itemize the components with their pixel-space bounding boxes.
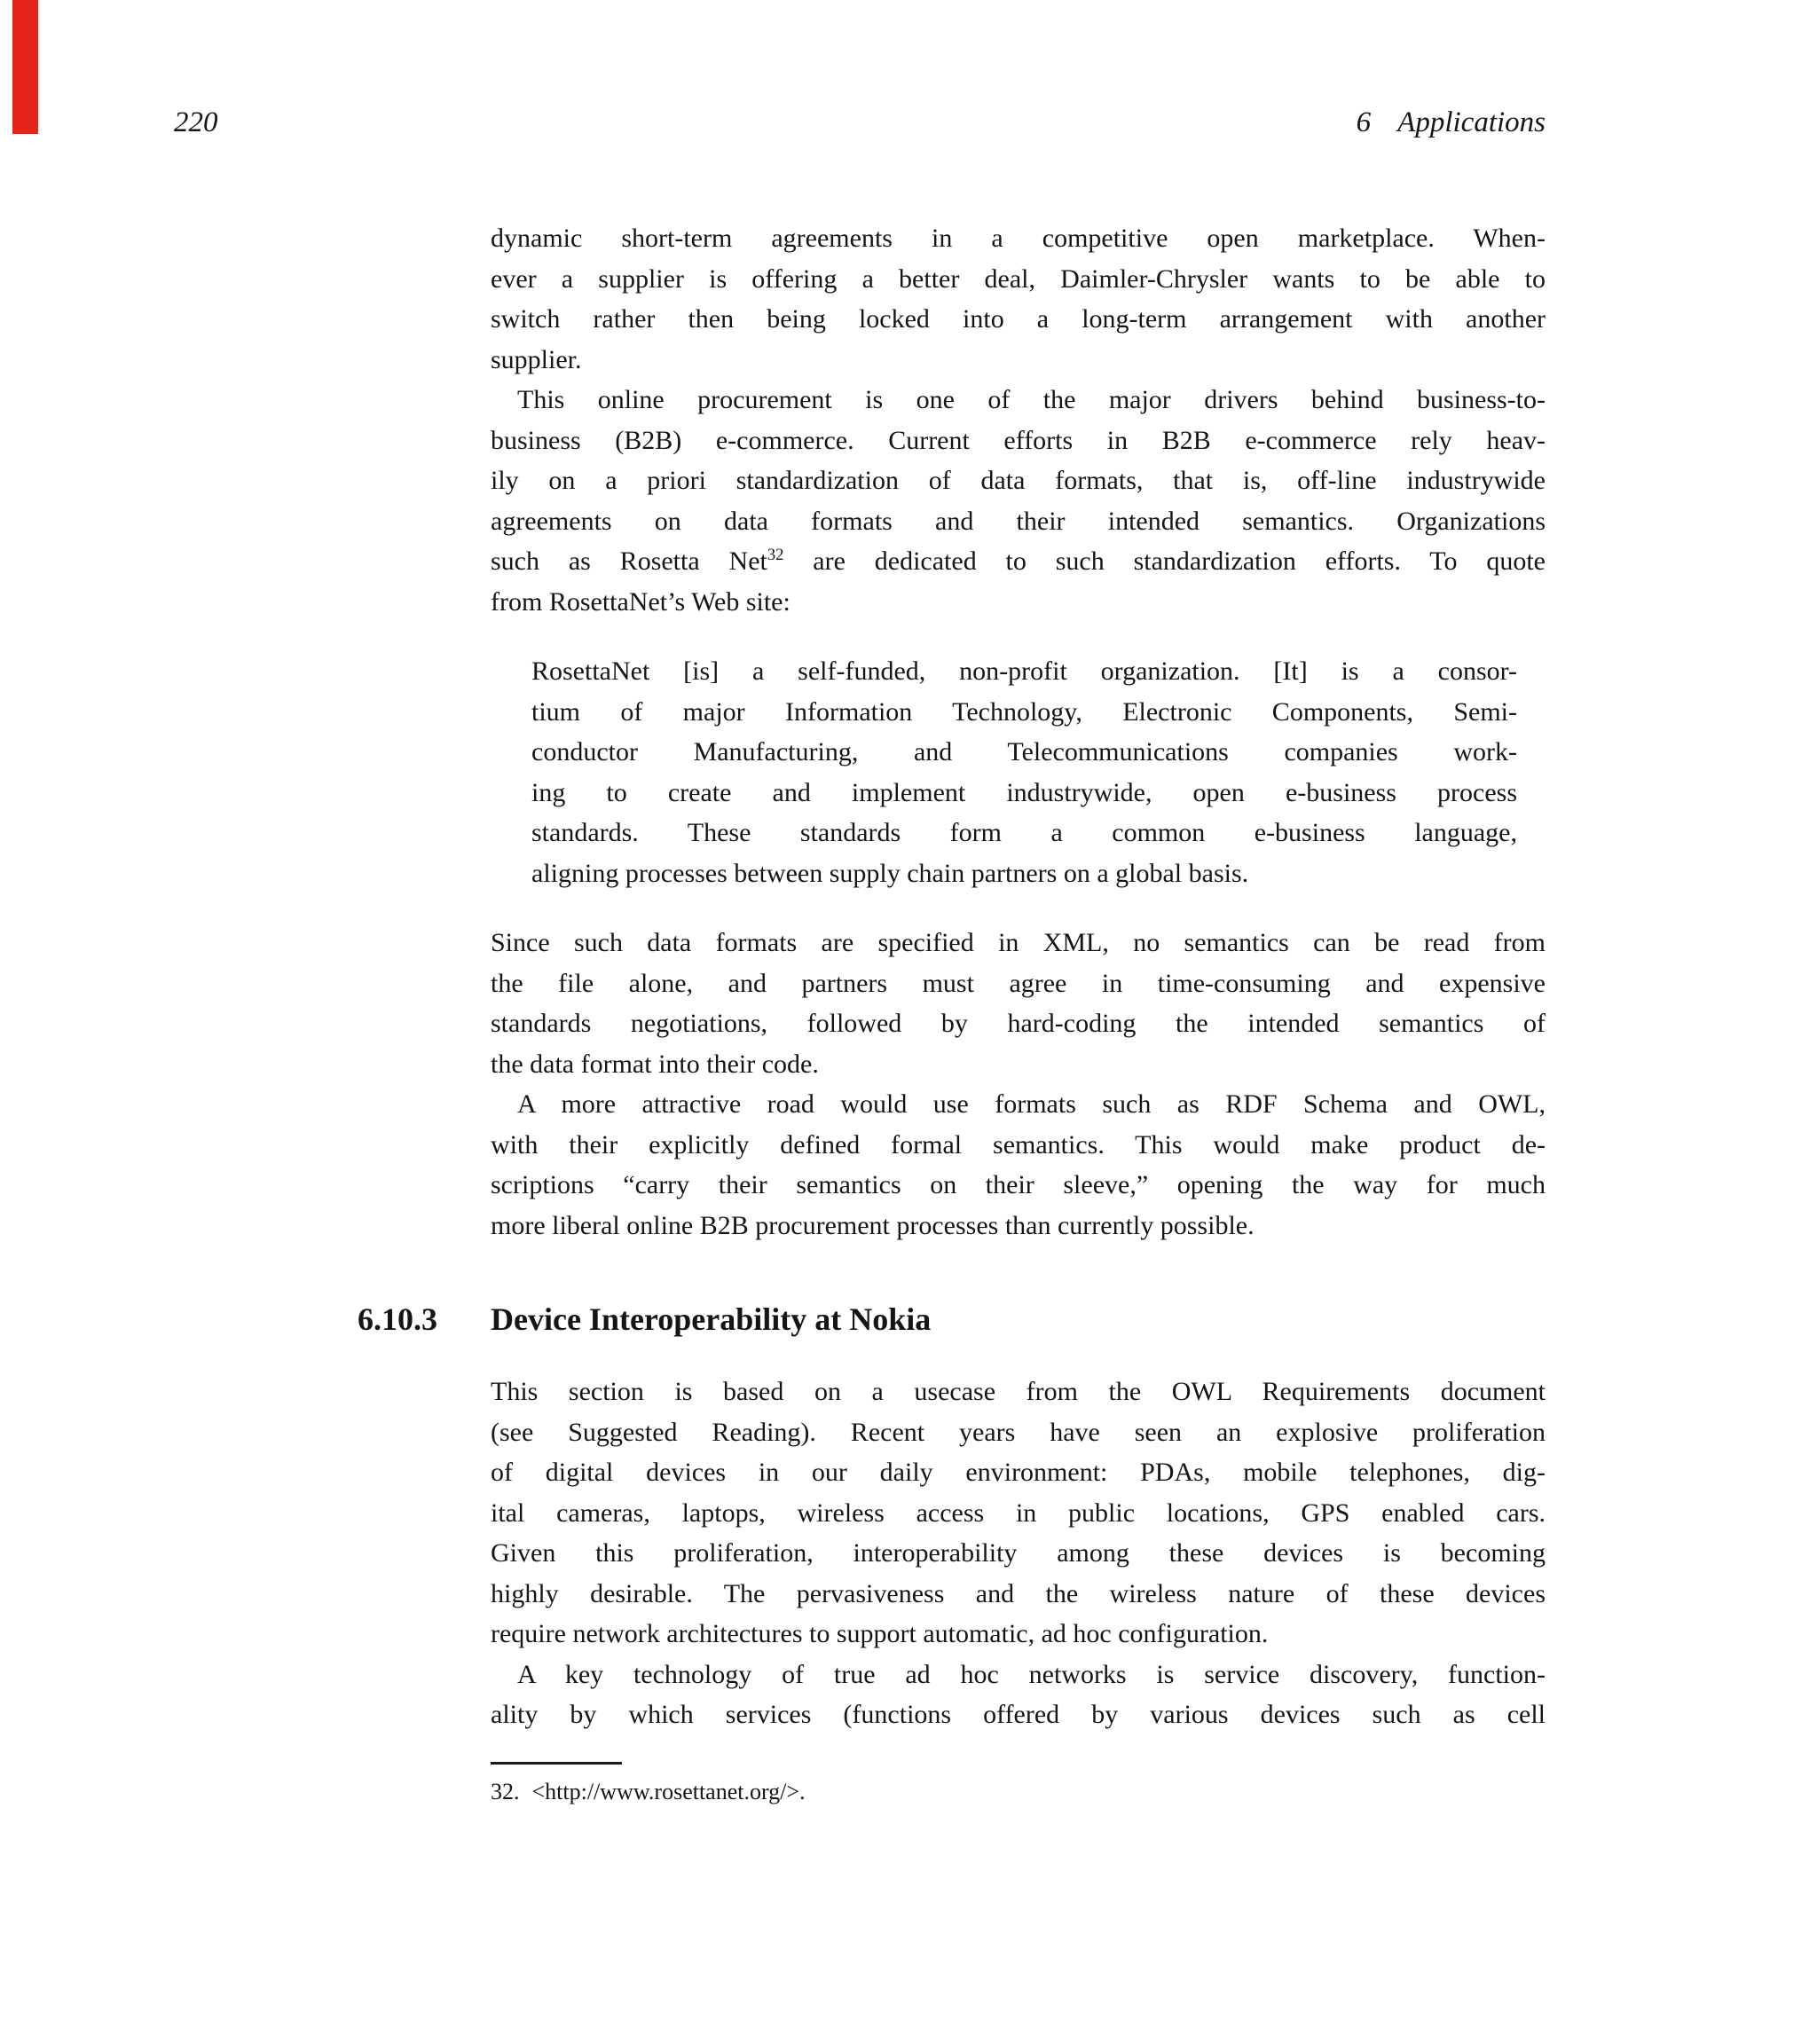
text-line: ital cameras, laptops, wireless access in public locations, GPS enabled cars. [491,1498,1546,1528]
text-column [358,218,1546,1809]
text-line: (see Suggested Reading). Recent years have seen an explosive proliferation [491,1417,1546,1447]
text-line: This section is based on a usecase from the OWL Requirements document [491,1377,1546,1406]
text-line: This online procurement is one of the major drivers behind business-to- [517,385,1546,414]
text-line: with their explicitly defined formal semantics. This would make product de- [491,1129,1546,1160]
text-line: business (B2B) e-commerce. Current efforts in B2B e-commerce rely heav- [491,425,1546,455]
page-number: 220 [174,106,218,138]
chapter-number: 6 [1356,106,1372,138]
text-line: switch rather then being locked into a long-term arrangement with another [491,304,1546,334]
text-line: dynamic short-term agreements in a competitive open marketplace. When- [491,224,1546,253]
text-line: conductor Manufacturing, and Telecommunications companies work- [531,737,1517,766]
paragraph-nokia-intro [491,1372,1546,1655]
text-line: supplier. [491,344,582,374]
text-line: aligning processes between supply chain partners on a global basis. [531,858,1249,888]
text-line: highly desirable. The pervasiveness and the wireless nature of these devices [491,1578,1546,1608]
section-heading [358,1297,1546,1341]
text-line: from RosettaNet’s Web site: [491,586,791,617]
text-line: RosettaNet [is] a self-funded, non-profit organization. [It] is a consor- [531,656,1517,686]
text-line: require network architectures to support automatic, ad hoc configuration. [491,1619,1269,1648]
red-margin-mark [12,0,38,134]
text-line: more liberal online B2B procurement processes than currently possible. [491,1210,1255,1240]
paragraph-daimler [491,218,1546,380]
footnote-divider [491,1762,622,1765]
section-number: 6.10.3 [358,1301,437,1337]
text-line: Given this proliferation, interoperability among these devices is becoming [491,1538,1546,1568]
text-line: ily on a priori standardization of data formats, that is, off-line industrywide [491,466,1546,495]
text-line: A more attractive road would use formats such as RDF Schema and OWL, [517,1089,1546,1119]
text-line: such as Rosetta Net$^{32}$ are dedicated to such standardization efforts. To quote [491,546,1546,576]
footnote [491,1775,1546,1809]
paragraph-b2b-procurement [491,380,1546,622]
paragraph-xml-semantics [491,923,1546,1084]
text-line: the file alone, and partners must agree in time-consuming and expensive [491,968,1546,998]
text-line: standards negotiations, followed by hard-coding the intended semantics of [491,1009,1546,1038]
block-quote-rosettanet [491,651,1546,893]
text-line: of digital devices in our daily environment: PDAs, mobile telephones, dig- [491,1458,1546,1487]
paragraph-rdf-owl [491,1084,1546,1246]
text-line: ality by which services (functions offered by various devices such as cell [491,1700,1546,1729]
text-line: the data format into their code. [491,1049,819,1079]
running-header [887,105,1546,140]
footnote-ref: 32 [767,546,784,564]
text-line: tium of major Information Technology, Electronic Components, Semi- [531,696,1517,727]
text-line: ing to create and implement industrywide, open e-business process [531,777,1517,807]
section-title: Device Interoperability at Nokia [491,1301,932,1337]
chapter-title: Applications [1397,106,1546,138]
text-line: agreements on data formats and their intended semantics. Organizations [491,506,1546,536]
text-line: ever a supplier is offering a better deal, Daimler-Chrysler wants to be able to [491,263,1546,294]
text-line: A key technology of true ad hoc networks is service discovery, function- [517,1659,1546,1689]
text-line: standards. These standards form a common e-business language, [531,818,1517,847]
footnote-number: 32. [491,1778,520,1804]
text-line: Since such data formats are specified in XML, no semantics can be read from [491,928,1546,957]
footnote-url: <http://www.rosettanet.org/>. [531,1778,806,1804]
paragraph-service-discovery [491,1655,1546,1735]
text-line: scriptions “carry their semantics on their sleeve,” opening the way for much [491,1170,1546,1199]
